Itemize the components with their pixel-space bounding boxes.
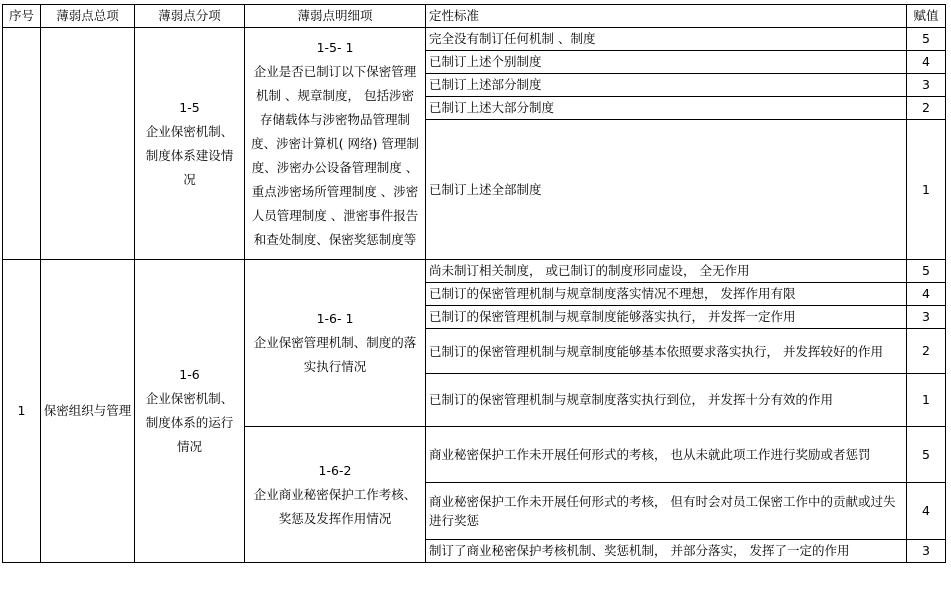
value-cell: 1 (907, 374, 946, 427)
criteria-cell: 商业秘密保护工作未开展任何形式的考核， 但有时会对员工保密工作中的贡献或过失进行奖惩 (426, 483, 907, 540)
criteria-cell: 已制订的保密管理机制与规章制度落实情况不理想， 发挥作用有限 (426, 283, 907, 306)
index-cell-top (3, 28, 41, 260)
detail-1-5-1 (245, 28, 426, 260)
value-cell: 5 (907, 260, 946, 283)
header-total-item: 薄弱点总项 (41, 5, 135, 28)
sub-code: 1-6 (179, 367, 200, 382)
value-cell: 2 (907, 329, 946, 374)
criteria-cell: 商业秘密保护工作未开展任何形式的考核， 也从未就此项工作进行奖励或者惩罚 (426, 427, 907, 483)
value-cell: 4 (907, 283, 946, 306)
detail-code: 1-5- 1 (316, 39, 354, 55)
criteria-cell: 已制订上述个别制度 (426, 51, 907, 74)
header-sub-item: 薄弱点分项 (135, 5, 245, 28)
criteria-cell: 制订了商业秘密保护考核机制、奖惩机制， 并部分落实， 发挥了一定的作用 (426, 540, 907, 563)
criteria-cell: 已制订的保密管理机制与规章制度能够落实执行， 并发挥一定作用 (426, 306, 907, 329)
assessment-table (2, 4, 946, 563)
sub-item-1-6 (135, 260, 245, 563)
value-cell: 4 (907, 483, 946, 540)
detail-code: 1-6- 1 (316, 311, 354, 326)
table-row (3, 28, 946, 51)
value-cell: 3 (907, 74, 946, 97)
sub-text: 企业保密机制、制度体系的运行情况 (145, 391, 234, 454)
total-item-cell-top (41, 28, 135, 260)
value-cell: 4 (907, 51, 946, 74)
header-row (3, 5, 946, 28)
criteria-cell: 已制订上述大部分制度 (426, 97, 907, 120)
detail-1-6-1 (245, 260, 426, 427)
table-row (3, 260, 946, 283)
value-cell: 2 (907, 97, 946, 120)
detail-text: 企业是否已制订以下保密管理机制 、规章制度， 包括涉密存储载体与涉密物品管理制度、涉密计算机( 网络) 管理制度、涉密办公设备管理制度 、重点涉密场所管理制度 、涉密人员管理制度 、泄密事件报告和查处制度、保密奖惩制度等 (251, 63, 419, 247)
value-cell: 3 (907, 306, 946, 329)
value-cell: 3 (907, 540, 946, 563)
criteria-cell: 已制订上述全部制度 (426, 120, 907, 260)
sub-code: 1-5 (179, 99, 200, 115)
sub-text: 企业保密机制、制度体系建设情况 (145, 123, 234, 187)
value-cell: 1 (907, 120, 946, 260)
criteria-cell: 完全没有制订任何机制 、制度 (426, 28, 907, 51)
header-value: 赋值 (907, 5, 946, 28)
header-criteria: 定性标准 (426, 5, 907, 28)
sub-item-1-5 (135, 28, 245, 260)
header-detail-item: 薄弱点明细项 (245, 5, 426, 28)
value-cell: 5 (907, 28, 946, 51)
criteria-cell: 已制订的保密管理机制与规章制度落实执行到位， 并发挥十分有效的作用 (426, 374, 907, 427)
row-index: 1 (3, 260, 41, 563)
total-item: 保密组织与管理 (41, 260, 135, 563)
detail-text: 企业商业秘密保护工作考核、奖惩及发挥作用情况 (253, 486, 417, 526)
header-index: 序号 (3, 5, 41, 28)
detail-text: 企业保密管理机制、制度的落实执行情况 (253, 335, 417, 374)
criteria-cell: 尚未制订相关制度， 或已制订的制度形同虚设， 全无作用 (426, 260, 907, 283)
detail-code: 1-6-2 (318, 462, 352, 478)
value-cell: 5 (907, 427, 946, 483)
detail-1-6-2 (245, 427, 426, 563)
criteria-cell: 已制订上述部分制度 (426, 74, 907, 97)
criteria-cell: 已制订的保密管理机制与规章制度能够基本依照要求落实执行， 并发挥较好的作用 (426, 329, 907, 374)
